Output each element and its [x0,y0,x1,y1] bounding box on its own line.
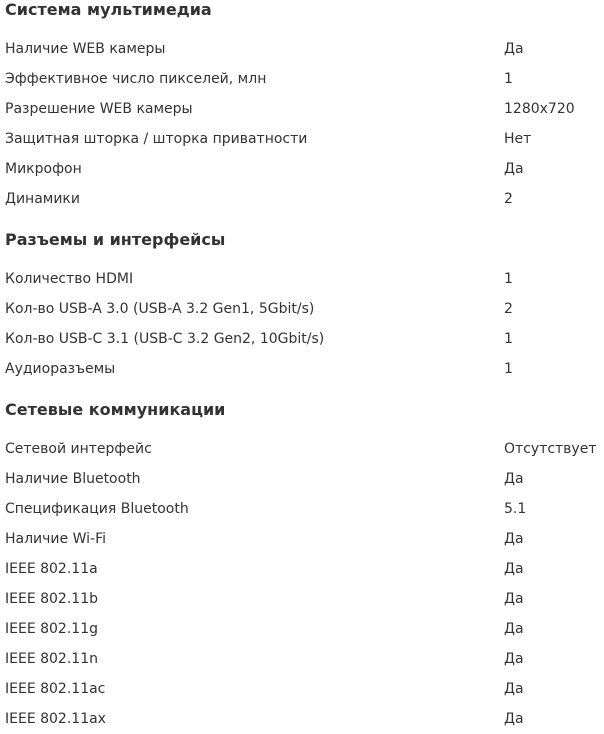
spec-value: Да [504,711,524,727]
spec-row [0,554,604,584]
spec-value: 1 [504,331,513,347]
spec-label: IEEE 802.11n [5,651,98,667]
spec-row [0,494,604,524]
spec-label: Наличие Wi-Fi [5,531,106,547]
spec-label: Эффективное число пикселей, млн [5,71,267,87]
spec-label: IEEE 802.11ac [5,681,106,697]
spec-value: Да [504,531,524,547]
spec-value: 5.1 [504,501,527,517]
spec-value: 2 [504,301,513,317]
spec-value: Да [504,561,524,577]
spec-label: IEEE 802.11b [5,591,98,607]
spec-row [0,614,604,644]
spec-value: 1 [504,71,513,87]
spec-list-ports [0,264,604,384]
spec-label: IEEE 802.11a [5,561,98,577]
spec-label: Спецификация Bluetooth [5,501,189,517]
section-title-ports: Разъемы и интерфейсы [5,230,226,249]
spec-row [0,64,604,94]
section-title-multimedia: Система мультимедиа [5,0,212,19]
spec-row [0,324,604,354]
spec-label: Наличие Bluetooth [5,471,141,487]
spec-row [0,644,604,674]
spec-value: 2 [504,191,513,207]
spec-label: Сетевой интерфейс [5,441,152,457]
spec-label: Кол-во USB-A 3.0 (USB-A 3.2 Gen1, 5Gbit/s) [5,301,315,317]
spec-list-network [0,434,604,734]
spec-label: Аудиоразъемы [5,361,116,377]
spec-row [0,184,604,214]
spec-label: IEEE 802.11g [5,621,98,637]
spec-row [0,264,604,294]
spec-row [0,704,604,734]
spec-row [0,524,604,554]
spec-value: Да [504,621,524,637]
spec-value: Да [504,591,524,607]
spec-list-multimedia [0,34,604,214]
spec-label: Разрешение WEB камеры [5,101,193,117]
spec-row [0,154,604,184]
spec-value: Да [504,651,524,667]
spec-value: Да [504,681,524,697]
spec-value: 1280x720 [504,101,575,117]
spec-row [0,124,604,154]
spec-row [0,464,604,494]
spec-row [0,434,604,464]
spec-value: Да [504,41,524,57]
section-network [0,400,604,734]
spec-label: Кол-во USB-C 3.1 (USB-C 3.2 Gen2, 10Gbit/s) [5,331,325,347]
spec-value: Да [504,161,524,177]
section-title-network: Сетевые коммуникации [5,400,226,419]
spec-row [0,294,604,324]
spec-label: IEEE 802.11ax [5,711,106,727]
spec-row [0,354,604,384]
spec-label: Количество HDMI [5,271,134,287]
section-ports [0,230,604,384]
spec-value: 1 [504,361,513,377]
spec-label: Наличие WEB камеры [5,41,166,57]
section-multimedia [0,0,604,214]
spec-value: Отсутствует [504,441,597,457]
spec-value: 1 [504,271,513,287]
spec-row [0,674,604,704]
spec-row [0,34,604,64]
spec-row [0,584,604,614]
spec-label: Защитная шторка / шторка приватности [5,131,308,147]
spec-value: Да [504,471,524,487]
spec-row [0,94,604,124]
spec-value: Нет [504,131,532,147]
spec-label: Микрофон [5,161,82,177]
spec-label: Динамики [5,191,80,207]
